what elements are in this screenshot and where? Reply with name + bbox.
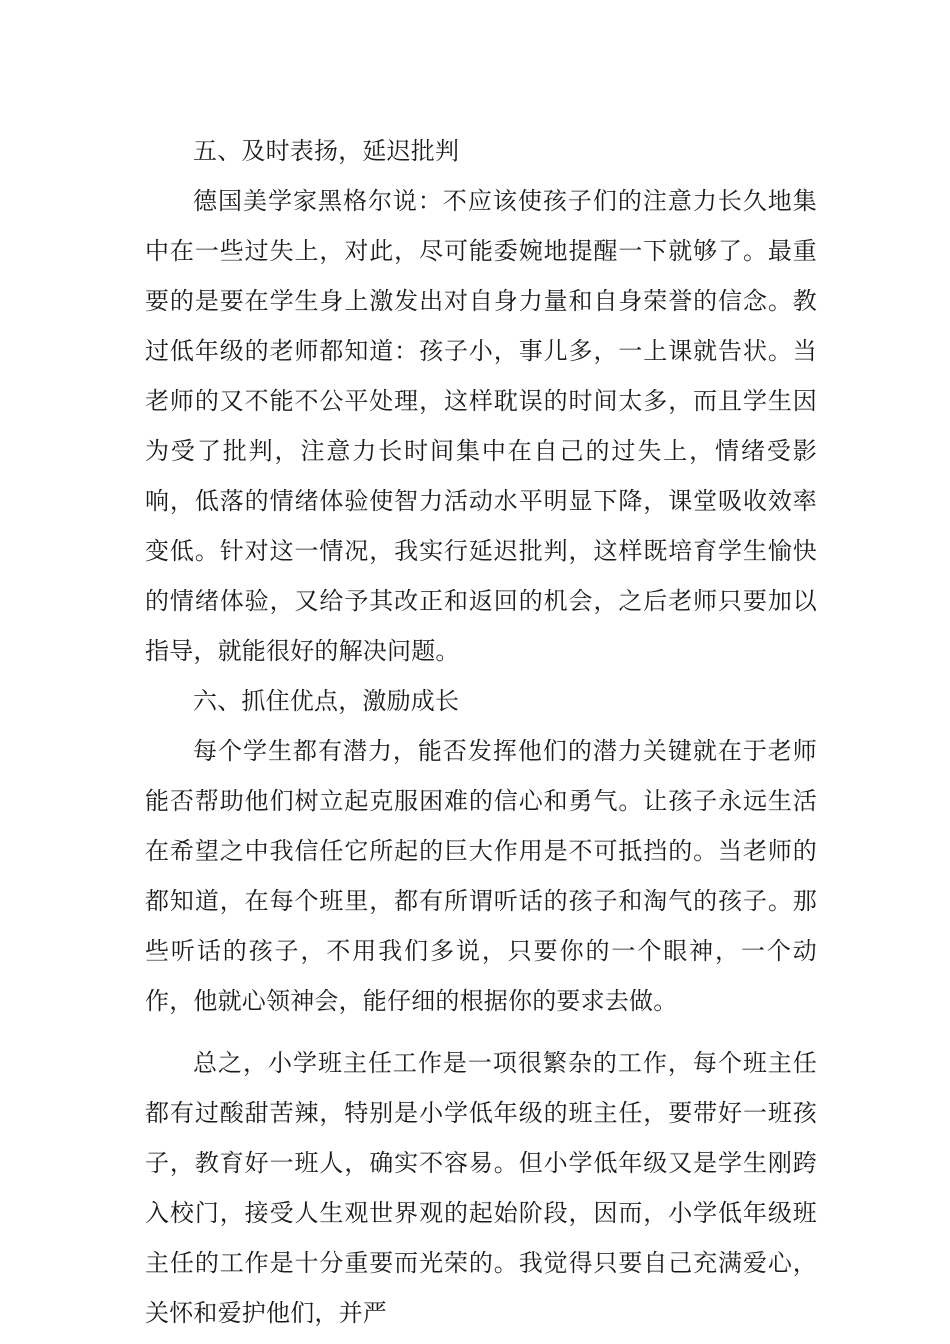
section-6-heading: 六、抓住优点，激励成长 bbox=[193, 687, 460, 715]
section-5-heading: 五、及时表扬，延迟批判 bbox=[193, 137, 460, 165]
conclusion-paragraph: 总之，小学班主任工作是一项很繁杂的工作，每个班主任都有过酸甜苦辣，特别是小学低年级的班主任，要带好一班孩子，教育好一班人，确实不容易。但小学低年级又是学生刚跨入校门，接受人生观世界观的起始阶段，因而，小学低年级班主任的工作是十分重要而光荣的。我觉得只要自己充满爱心，关怀和爱护他们，并严 bbox=[145, 1049, 817, 1327]
document-body bbox=[145, 126, 817, 1338]
section-6-paragraph: 每个学生都有潜力，能否发挥他们的潜力关键就在于老师能否帮助他们树立起克服困难的信心和勇气。让孩子永远生活在希望之中我信任它所起的巨大作用是不可抵挡的。当老师的都知道，在每个班里，都有所谓听话的孩子和淘气的孩子。那些听话的孩子，不用我们多说，只要你的一个眼神，一个动作，他就心领神会，能仔细的根据你的要求去做。 bbox=[145, 737, 817, 1015]
section-5-paragraph: 德国美学家黑格尔说：不应该使孩子们的注意力长久地集中在一些过失上，对此，尽可能委婉地提醒一下就够了。最重要的是要在学生身上激发出对自身力量和自身荣誉的信念。教过低年级的老师都知道：孩子小，事儿多，一上课就告状。当老师的又不能不公平处理，这样耽误的时间太多，而且学生因为受了批判，注意力长时间集中在自己的过失上，情绪受影响，低落的情绪体验使智力活动水平明显下降，课堂吸收效率变低。针对这一情况，我实行延迟批判，这样既培育学生愉快的情绪体验，又给予其改正和返回的机会，之后老师只要加以指导，就能很好的解决问题。 bbox=[145, 187, 817, 665]
